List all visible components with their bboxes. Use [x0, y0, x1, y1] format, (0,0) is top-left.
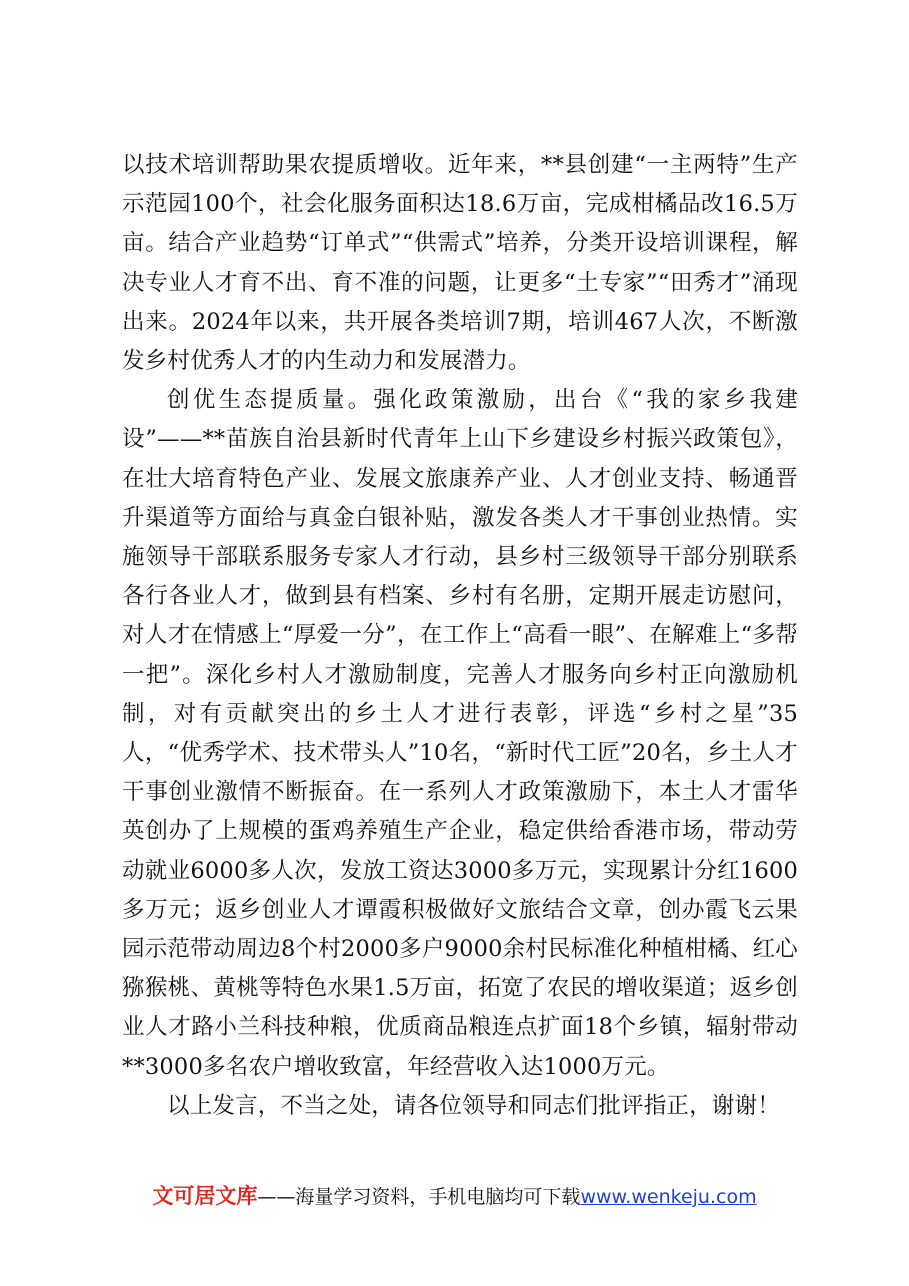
document-body: [122, 146, 798, 1126]
paragraph-training: 以技术培训帮助果农提质增收。近年来，**县创建“一主两特”生产示范园100个，社会化服务面积达18.6万亩，完成柑橘品改16.5万亩。结合产业趋势“订单式”“供需式”培养，分类开设培训课程，解决专业人才育不出、育不准的问题，让更多“土专家”“田秀才”涌现出来。2024年以来，共开展各类培训7期，培训467人次，不断激发乡村优秀人才的内生动力和发展潜力。: [122, 152, 798, 375]
footer-brand: 文可居文库: [152, 1184, 258, 1208]
footer-url-link[interactable]: www.wenkeju.com: [580, 1186, 757, 1208]
paragraph-ecology: 创优生态提质量。强化政策激励，出台《“我的家乡我建设”——**苗族自治县新时代青年上山下乡建设乡村振兴政策包》，在壮大培育特色产业、发展文旅康养产业、人才创业支持、畅通晋升渠道等方面给与真金白银补贴，激发各类人才干事创业热情。实施领导干部联系服务专家人才行动，县乡村三级领导干部分别联系各行各业人才，做到县有档案、乡村有名册，定期开展走访慰问，对人才在情感上“厚爱一分”，在工作上“高看一眼”、在解难上“多帮一把”。深化乡村人才激励制度，完善人才服务向乡村正向激励机制，对有贡献突出的乡土人才进行表彰，评选“乡村之星”35人，“优秀学术、技术带头人”10名，“新时代工匠”20名，乡土人才干事创业激情不断振奋。在一系列人才政策激励下，本土人才雷华英创办了上规模的蛋鸡养殖生产企业，稳定供给香港市场，带动劳动就业6000多人次，发放工资达3000多万元，实现累计分红1600多万元；返乡创业人才谭霞积极做好文旅结合文章，创办霞飞云果园示范带动周边8个村2000多户9000余村民标准化种植柑橘、红心猕猴桃、黄桃等特色水果1.5万亩，拓宽了农民的增收渠道；返乡创业人才路小兰科技种粮，优质商品粮连点扩面18个乡镇，辐射带动**3000多名农户增收致富，年经营收入达1000万元。: [122, 387, 798, 1080]
footer-tagline: ——海量学习资料，手机电脑均可下载: [257, 1186, 581, 1208]
paragraph-closing: 以上发言，不当之处，请各位领导和同志们批评指正，谢谢！: [167, 1092, 780, 1119]
footer-banner: [0, 1182, 909, 1211]
